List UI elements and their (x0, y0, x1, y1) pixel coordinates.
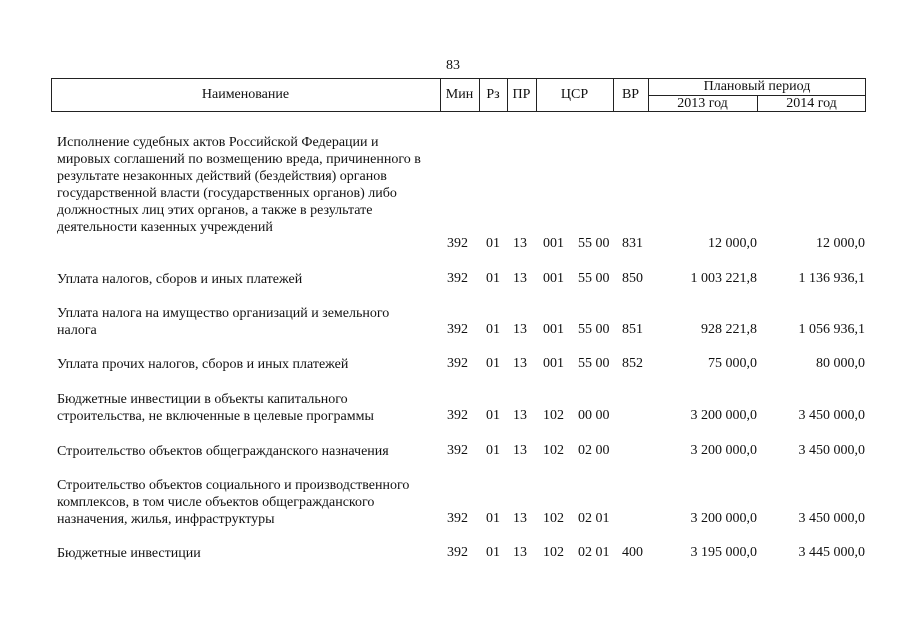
cell-min: 392 (447, 511, 468, 526)
cell-rz: 01 (486, 271, 500, 286)
cell-2013: 3 200 000,0 (690, 408, 757, 423)
page-number: 83 (446, 58, 460, 73)
cell-pr: 13 (513, 545, 527, 560)
cell-csr-2: 55 00 (578, 356, 610, 371)
cell-pr: 13 (513, 271, 527, 286)
cell-vr: 400 (622, 545, 643, 560)
cell-2014: 80 000,0 (816, 356, 865, 371)
row-name: Уплата налогов, сборов и иных платежей (57, 272, 303, 287)
cell-vr: 851 (622, 322, 643, 337)
row-name: Исполнение судебных актов Российской Федерации и мировых соглашений по возмещению вреда, причиненного в результате незаконных действий (бездействия) органов государственной власти (государственных органов) либо должностных лиц этих органов, а также в результате деятельности казенных учреждений (57, 135, 421, 235)
cell-vr: 852 (622, 356, 643, 371)
cell-vr: 850 (622, 271, 643, 286)
cell-min: 392 (447, 408, 468, 423)
cell-csr-2: 55 00 (578, 271, 610, 286)
cell-pr: 13 (513, 236, 527, 251)
cell-2014: 3 450 000,0 (798, 443, 865, 458)
header-pr: ПР (512, 87, 531, 102)
row-name: Уплата налога на имущество организаций и земельного налога (57, 306, 390, 338)
cell-min: 392 (447, 271, 468, 286)
cell-2014: 3 450 000,0 (798, 408, 865, 423)
row-name: Уплата прочих налогов, сборов и иных платежей (57, 357, 349, 372)
cell-csr-1: 102 (543, 408, 564, 423)
table-header (51, 78, 866, 112)
cell-rz: 01 (486, 545, 500, 560)
cell-2013: 1 003 221,8 (690, 271, 757, 286)
cell-csr-2: 02 00 (578, 443, 610, 458)
header-csr: ЦСР (560, 87, 589, 102)
cell-min: 392 (447, 236, 468, 251)
cell-2013: 3 195 000,0 (690, 545, 757, 560)
cell-pr: 13 (513, 443, 527, 458)
cell-2014: 12 000,0 (816, 236, 865, 251)
header-min: Мин (445, 87, 474, 102)
cell-csr-1: 102 (543, 545, 564, 560)
cell-min: 392 (447, 443, 468, 458)
cell-csr-1: 001 (543, 236, 564, 251)
cell-rz: 01 (486, 356, 500, 371)
cell-csr-2: 02 01 (578, 545, 610, 560)
cell-2013: 3 200 000,0 (690, 511, 757, 526)
row-name: Бюджетные инвестиции (57, 546, 201, 561)
cell-rz: 01 (486, 236, 500, 251)
header-year-2013: 2013 год (677, 96, 728, 111)
cell-2014: 1 136 936,1 (798, 271, 865, 286)
cell-2013: 12 000,0 (708, 236, 757, 251)
cell-2014: 1 056 936,1 (798, 322, 865, 337)
cell-csr-2: 55 00 (578, 322, 610, 337)
cell-2013: 3 200 000,0 (690, 443, 757, 458)
row-name: Строительство объектов социального и производственного комплексов, в том числе объектов общегражданского назначения, жилья, инфраструктуры (57, 478, 410, 527)
cell-pr: 13 (513, 356, 527, 371)
header-planned-period: Плановый период (703, 79, 811, 94)
header-rz: Рз (486, 87, 500, 102)
cell-csr-2: 02 01 (578, 511, 610, 526)
cell-csr-1: 001 (543, 322, 564, 337)
cell-2014: 3 445 000,0 (798, 545, 865, 560)
row-name: Строительство объектов общегражданского назначения (57, 444, 389, 459)
cell-csr-2: 55 00 (578, 236, 610, 251)
cell-pr: 13 (513, 511, 527, 526)
cell-pr: 13 (513, 322, 527, 337)
cell-2013: 928 221,8 (701, 322, 757, 337)
cell-2013: 75 000,0 (708, 356, 757, 371)
cell-rz: 01 (486, 511, 500, 526)
header-year-2014: 2014 год (786, 96, 837, 111)
cell-csr-1: 001 (543, 356, 564, 371)
row-name: Бюджетные инвестиции в объекты капитального строительства, не включенные в целевые программы (57, 392, 374, 424)
cell-min: 392 (447, 545, 468, 560)
cell-csr-1: 102 (543, 511, 564, 526)
header-vr: ВР (621, 87, 640, 102)
cell-min: 392 (447, 322, 468, 337)
cell-rz: 01 (486, 443, 500, 458)
cell-csr-2: 00 00 (578, 408, 610, 423)
cell-csr-1: 102 (543, 443, 564, 458)
cell-rz: 01 (486, 408, 500, 423)
cell-csr-1: 001 (543, 271, 564, 286)
cell-min: 392 (447, 356, 468, 371)
cell-vr: 831 (622, 236, 643, 251)
cell-rz: 01 (486, 322, 500, 337)
header-name: Наименование (201, 87, 290, 102)
cell-pr: 13 (513, 408, 527, 423)
cell-2014: 3 450 000,0 (798, 511, 865, 526)
